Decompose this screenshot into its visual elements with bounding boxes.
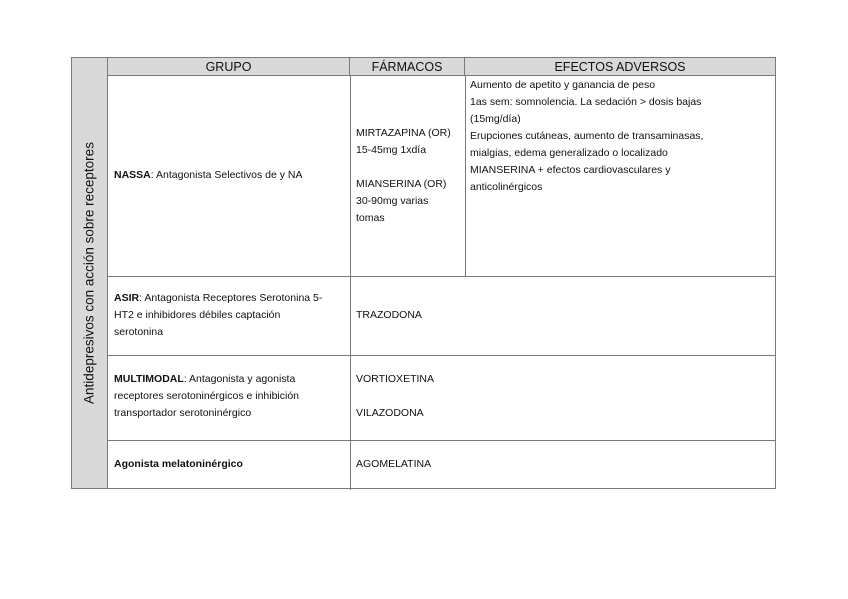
table-row-nassa-drugs: MIRTAZAPINA (OR) 15-45mg 1xdía MIANSERINA (OR) 30-90mg varias tomas xyxy=(356,127,451,224)
antidepressant-table xyxy=(71,57,776,489)
table-row-agonista-group: Agonista melatoninérgico xyxy=(114,458,243,470)
table-row-asir-group: ASIR: Antagonista Receptores Serotonina 5- HT2 e inhibidores débiles captación serotonina xyxy=(114,292,323,338)
header-grupo: GRUPO xyxy=(108,58,350,76)
header-farmacos: FÁRMACOS xyxy=(350,58,465,76)
side-header xyxy=(72,58,108,488)
table-row-multimodal-group: MULTIMODAL: Antagonista y agonista receptores serotoninérgicos e inhibición transportador serotoninérgico xyxy=(114,373,300,419)
table-row-agonista-drugs: AGOMELATINA xyxy=(356,458,432,470)
table-row-multimodal-drugs: VORTIOXETINA VILAZODONA xyxy=(356,373,434,419)
table-row-nassa-effects: Aumento de apetito y ganancia de peso 1as sem: somnolencia. La sedación > dosis bajas (15mg/día) Erupciones cutáneas, aumento de transaminasas, mialgias, edema generalizado o localizado MIANSERINA + efectos cardiovasculares y anticolinérgicos xyxy=(470,79,704,193)
header-efectos: EFECTOS ADVERSOS xyxy=(465,58,775,76)
table-row-nassa-group: NASSA: Antagonista Selectivos de y NA xyxy=(114,169,303,181)
table-row-asir-drugs: TRAZODONA xyxy=(356,309,422,321)
side-label: Antidepresivos con acción sobre receptores xyxy=(81,142,97,404)
